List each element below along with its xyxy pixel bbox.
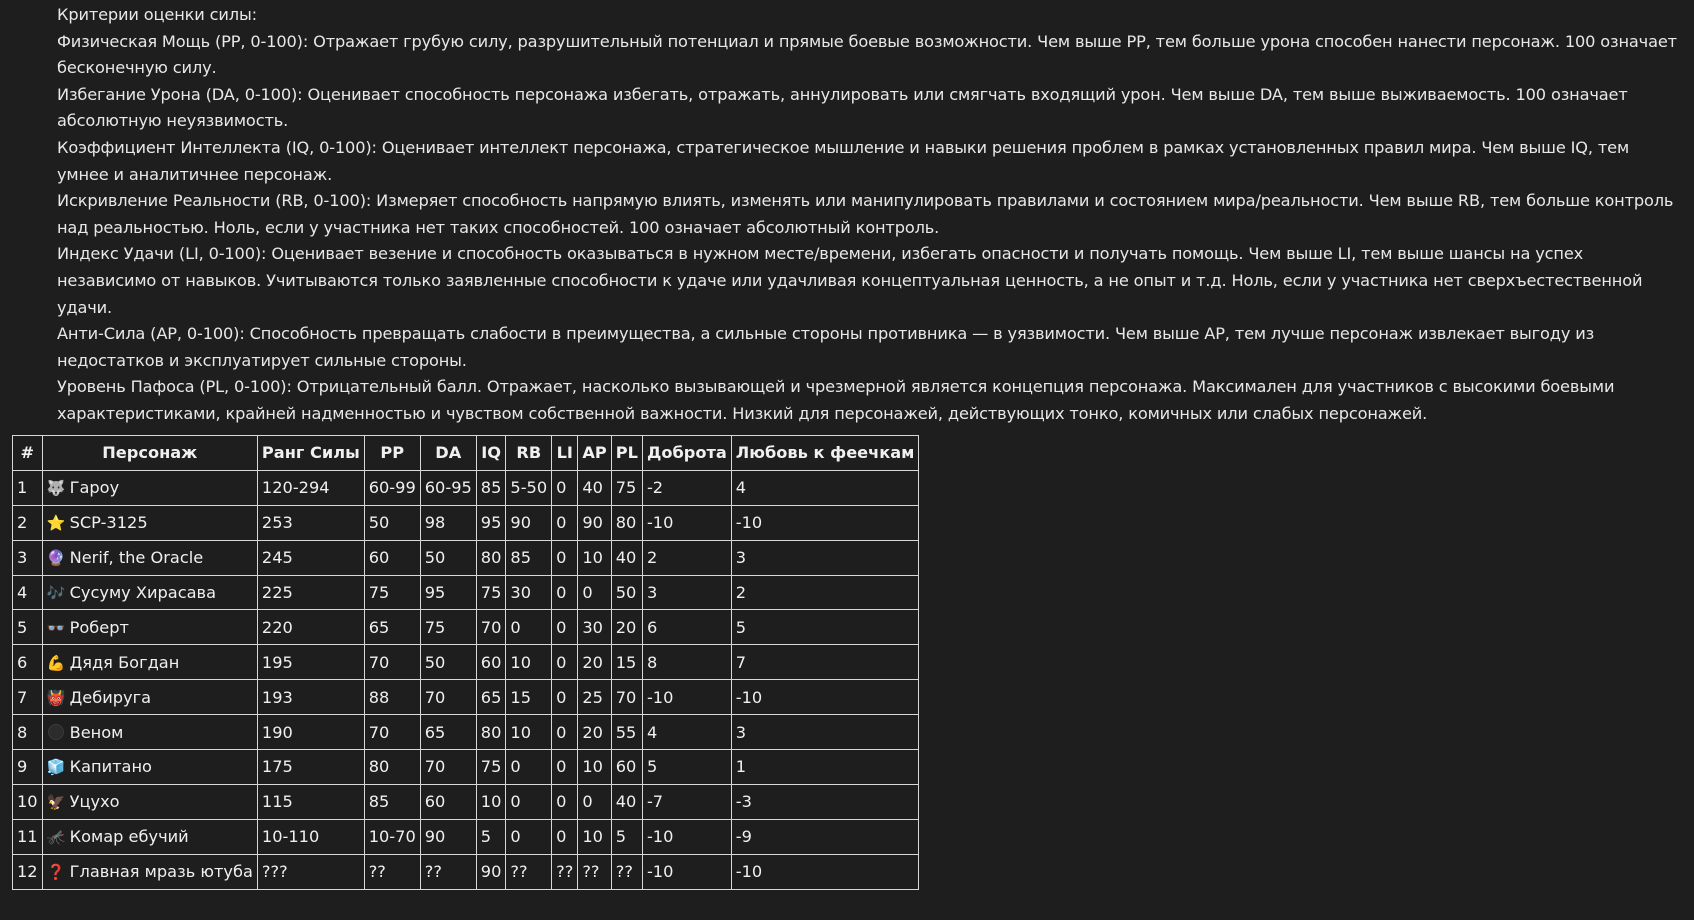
table-body <box>13 470 919 889</box>
header-power-rank: Ранг Силы <box>257 436 364 471</box>
cell-iq: 80 <box>476 715 506 750</box>
cell-power-rank: 195 <box>257 645 364 680</box>
cell-pl: 40 <box>611 784 642 819</box>
cell-pl: 60 <box>611 750 642 785</box>
cell-power-rank: 253 <box>257 505 364 540</box>
cell-kindness: -7 <box>642 784 731 819</box>
cell-fairy-love: 4 <box>731 470 919 505</box>
cell-fairy-love: -10 <box>731 505 919 540</box>
cell-number: 12 <box>13 854 43 889</box>
character-name: Дебируга <box>69 687 151 707</box>
header-fairy-love: Любовь к феечкам <box>731 436 919 471</box>
table-row <box>13 750 919 785</box>
table-row <box>13 645 919 680</box>
cell-li: 0 <box>552 680 578 715</box>
question-mark-icon: ❓ <box>46 863 66 882</box>
cell-pp: 65 <box>364 610 420 645</box>
cell-pl: 80 <box>611 505 642 540</box>
cell-number: 7 <box>13 680 43 715</box>
mosquito-icon: 🦟 <box>46 828 66 847</box>
cell-power-rank: 193 <box>257 680 364 715</box>
cell-iq: 70 <box>476 610 506 645</box>
cell-pl: ?? <box>611 854 642 889</box>
header-ap: AP <box>578 436 611 471</box>
ice-cube-icon: 🧊 <box>46 758 66 777</box>
cell-da: 60-95 <box>420 470 476 505</box>
table-row <box>13 505 919 540</box>
cell-li: 0 <box>552 470 578 505</box>
table-row <box>13 680 919 715</box>
criteria-item-pp: Физическая Мощь (PP, 0-100): Отражает грубую силу, разрушительный потенциал и прямые боевые возможности. Чем выше PP, тем больше урона способен нанести персонаж. 100 означает бесконечную силу. <box>57 31 1677 78</box>
character-name: Веном <box>69 722 124 742</box>
table-row <box>13 575 919 610</box>
cell-pp: 88 <box>364 680 420 715</box>
cell-iq: 10 <box>476 784 506 819</box>
cell-kindness: 6 <box>642 610 731 645</box>
cell-kindness: -10 <box>642 505 731 540</box>
cell-power-rank: 225 <box>257 575 364 610</box>
cell-da: 90 <box>420 819 476 854</box>
cell-power-rank: ??? <box>257 854 364 889</box>
cell-number: 8 <box>13 715 43 750</box>
cell-da: 50 <box>420 645 476 680</box>
cell-pp: 10-70 <box>364 819 420 854</box>
cell-iq: 85 <box>476 470 506 505</box>
table-row <box>13 819 919 854</box>
cell-number: 5 <box>13 610 43 645</box>
cell-fairy-love: 7 <box>731 645 919 680</box>
cell-iq: 95 <box>476 505 506 540</box>
cell-kindness: -2 <box>642 470 731 505</box>
cell-ap: ?? <box>578 854 611 889</box>
cell-fairy-love: 1 <box>731 750 919 785</box>
flexed-biceps-icon: 💪 <box>46 653 66 672</box>
character-name: Комар ебучий <box>69 827 189 847</box>
header-li: LI <box>552 436 578 471</box>
cell-number: 4 <box>13 575 43 610</box>
cell-rb: 30 <box>506 575 552 610</box>
cell-da: 75 <box>420 610 476 645</box>
cell-ap: 40 <box>578 470 611 505</box>
cell-iq: 65 <box>476 680 506 715</box>
cell-pp: 80 <box>364 750 420 785</box>
star-icon: ⭐ <box>46 514 66 533</box>
cell-power-rank: 115 <box>257 784 364 819</box>
table-row <box>13 540 919 575</box>
cell-li: 0 <box>552 819 578 854</box>
header-iq: IQ <box>476 436 506 471</box>
cell-fairy-love: -10 <box>731 854 919 889</box>
criteria-heading: Критерии оценки силы: <box>57 5 257 24</box>
cell-pp: 70 <box>364 645 420 680</box>
cell-kindness: 4 <box>642 715 731 750</box>
cell-number: 3 <box>13 540 43 575</box>
cell-rb: 5-50 <box>506 470 552 505</box>
cell-pp: 60 <box>364 540 420 575</box>
ranking-table <box>12 435 919 890</box>
cell-pl: 20 <box>611 610 642 645</box>
criteria-item-iq: Коэффициент Интеллекта (IQ, 0-100): Оценивает интеллект персонажа, стратегическое мышление и навыки решения проблем в рамках установленных правил мира. Чем выше IQ, тем умнее и аналитичнее персонаж. <box>57 137 1630 184</box>
cell-da: 60 <box>420 784 476 819</box>
cell-character <box>42 610 257 645</box>
cell-ap: 20 <box>578 645 611 680</box>
cell-fairy-love: -9 <box>731 819 919 854</box>
cell-da: 70 <box>420 750 476 785</box>
cell-da: 98 <box>420 505 476 540</box>
cell-li: ?? <box>552 854 578 889</box>
wolf-icon: 🐺 <box>46 479 66 498</box>
cell-pl: 55 <box>611 715 642 750</box>
glasses-icon: 👓 <box>46 618 66 637</box>
cell-li: 0 <box>552 540 578 575</box>
cell-number: 6 <box>13 645 43 680</box>
header-kindness: Доброта <box>642 436 731 471</box>
cell-kindness: 3 <box>642 575 731 610</box>
cell-power-rank: 220 <box>257 610 364 645</box>
cell-pp: 60-99 <box>364 470 420 505</box>
cell-pl: 40 <box>611 540 642 575</box>
table-row <box>13 610 919 645</box>
cell-ap: 30 <box>578 610 611 645</box>
cell-iq: 60 <box>476 645 506 680</box>
cell-ap: 10 <box>578 819 611 854</box>
cell-li: 0 <box>552 505 578 540</box>
cell-character <box>42 505 257 540</box>
character-name: Роберт <box>69 617 129 637</box>
cell-rb: 0 <box>506 750 552 785</box>
cell-li: 0 <box>552 645 578 680</box>
cell-pp: ?? <box>364 854 420 889</box>
table-row <box>13 854 919 889</box>
cell-ap: 0 <box>578 784 611 819</box>
cell-li: 0 <box>552 750 578 785</box>
cell-power-rank: 120-294 <box>257 470 364 505</box>
cell-rb: 0 <box>506 819 552 854</box>
cell-ap: 25 <box>578 680 611 715</box>
cell-da: 70 <box>420 680 476 715</box>
header-number: # <box>13 436 43 471</box>
header-pp: PP <box>364 436 420 471</box>
cell-rb: 10 <box>506 645 552 680</box>
character-name: Дядя Богдан <box>69 652 180 672</box>
table-row <box>13 784 919 819</box>
cell-rb: 15 <box>506 680 552 715</box>
criteria-item-li: Индекс Удачи (LI, 0-100): Оценивает везение и способность оказываться в нужном месте/времени, избегать опасности и получать помощь. Чем выше LI, тем выше шансы на успех независимо от навыков. Учитываются только заявленные способности к удаче или удачливая концептуальная ценность, а не опыт и т.д. Ноль, если у участника нет сверхъестественной удачи. <box>57 244 1643 317</box>
cell-fairy-love: -10 <box>731 680 919 715</box>
table-row <box>13 715 919 750</box>
cell-kindness: 8 <box>642 645 731 680</box>
cell-power-rank: 10-110 <box>257 819 364 854</box>
strength-criteria <box>57 2 1677 428</box>
cell-iq: 5 <box>476 819 506 854</box>
cell-pl: 70 <box>611 680 642 715</box>
cell-character <box>42 645 257 680</box>
table-header-row <box>13 436 919 471</box>
cell-ap: 10 <box>578 540 611 575</box>
cell-kindness: 5 <box>642 750 731 785</box>
cell-number: 2 <box>13 505 43 540</box>
cell-character <box>42 784 257 819</box>
cell-pp: 70 <box>364 715 420 750</box>
cell-rb: 10 <box>506 715 552 750</box>
cell-rb: 0 <box>506 610 552 645</box>
cell-fairy-love: -3 <box>731 784 919 819</box>
cell-pl: 75 <box>611 470 642 505</box>
cell-character <box>42 575 257 610</box>
cell-iq: 90 <box>476 854 506 889</box>
cell-rb: ?? <box>506 854 552 889</box>
character-name: Уцухо <box>69 792 120 812</box>
character-name: SCP-3125 <box>69 513 148 533</box>
cell-rb: 85 <box>506 540 552 575</box>
cell-kindness: -10 <box>642 680 731 715</box>
cell-da: 95 <box>420 575 476 610</box>
cell-number: 10 <box>13 784 43 819</box>
character-name: Капитано <box>69 757 152 777</box>
cell-pl: 5 <box>611 819 642 854</box>
cell-kindness: 2 <box>642 540 731 575</box>
character-name: Главная мразь ютуба <box>69 862 253 882</box>
black-circle-icon <box>47 724 65 742</box>
cell-ap: 0 <box>578 575 611 610</box>
cell-character <box>42 750 257 785</box>
cell-iq: 75 <box>476 575 506 610</box>
cell-da: 65 <box>420 715 476 750</box>
header-rb: RB <box>506 436 552 471</box>
character-name: Nerif, the Oracle <box>69 548 204 568</box>
cell-da: ?? <box>420 854 476 889</box>
cell-number: 1 <box>13 470 43 505</box>
criteria-item-da: Избегание Урона (DA, 0-100): Оценивает способность персонажа избегать, отражать, аннулировать или смягчать входящий урон. Чем выше DA, тем выше выживаемость. 100 означает абсолютную неуязвимость. <box>57 84 1628 131</box>
cell-iq: 80 <box>476 540 506 575</box>
cell-ap: 10 <box>578 750 611 785</box>
criteria-item-rb: Искривление Реальности (RB, 0-100): Измеряет способность напрямую влиять, изменять или манипулировать правилами и состоянием мира/реальности. Чем выше RB, тем больше контроль над реальностью. Ноль, если у участника нет таких способностей. 100 означает абсолютный контроль. <box>57 191 1674 237</box>
cell-power-rank: 245 <box>257 540 364 575</box>
character-name: Сусуму Хирасава <box>69 583 216 602</box>
cell-fairy-love: 5 <box>731 610 919 645</box>
cell-character <box>42 819 257 854</box>
table-row <box>13 470 919 505</box>
cell-iq: 75 <box>476 750 506 785</box>
cell-character <box>42 715 257 750</box>
cell-ap: 90 <box>578 505 611 540</box>
header-da: DA <box>420 436 476 471</box>
cell-li: 0 <box>552 610 578 645</box>
cell-pp: 75 <box>364 575 420 610</box>
music-notes-icon: 🎶 <box>46 584 66 602</box>
cell-li: 0 <box>552 784 578 819</box>
header-pl: PL <box>611 436 642 471</box>
cell-pl: 15 <box>611 645 642 680</box>
cell-rb: 90 <box>506 505 552 540</box>
cell-character <box>42 470 257 505</box>
cell-ap: 20 <box>578 715 611 750</box>
cell-character <box>42 854 257 889</box>
cell-kindness: -10 <box>642 854 731 889</box>
character-name: Гароу <box>69 478 120 498</box>
cell-pp: 50 <box>364 505 420 540</box>
cell-number: 9 <box>13 750 43 785</box>
cell-fairy-love: 2 <box>731 575 919 610</box>
cell-pp: 85 <box>364 784 420 819</box>
criteria-item-pl: Уровень Пафоса (PL, 0-100): Отрицательный балл. Отражает, насколько вызывающей и чрезмерной является концепция персонажа. Максимален для участников с высокими боевыми характеристиками, крайней надменностью и чувством собственной важности. Низкий для персонажей, действующих тонко, комичных или слабых персонажей. <box>57 377 1615 423</box>
cell-rb: 0 <box>506 784 552 819</box>
cell-character <box>42 680 257 715</box>
cell-fairy-love: 3 <box>731 540 919 575</box>
cell-pl: 50 <box>611 575 642 610</box>
cell-fairy-love: 3 <box>731 715 919 750</box>
cell-kindness: -10 <box>642 819 731 854</box>
cell-da: 50 <box>420 540 476 575</box>
header-character: Персонаж <box>42 436 257 471</box>
eagle-icon: 🦅 <box>46 793 66 812</box>
crystal-ball-icon: 🔮 <box>46 549 66 568</box>
cell-li: 0 <box>552 575 578 610</box>
cell-power-rank: 175 <box>257 750 364 785</box>
cell-character <box>42 540 257 575</box>
cell-number: 11 <box>13 819 43 854</box>
ogre-icon: 👹 <box>46 688 66 707</box>
cell-li: 0 <box>552 715 578 750</box>
cell-power-rank: 190 <box>257 715 364 750</box>
criteria-item-ap: Анти-Сила (AP, 0-100): Способность превращать слабости в преимущества, а сильные стороны противника — в уязвимости. Чем выше AP, тем лучше персонаж извлекает выгоду из недостатков и эксплуатирует сильные стороны. <box>57 324 1595 370</box>
